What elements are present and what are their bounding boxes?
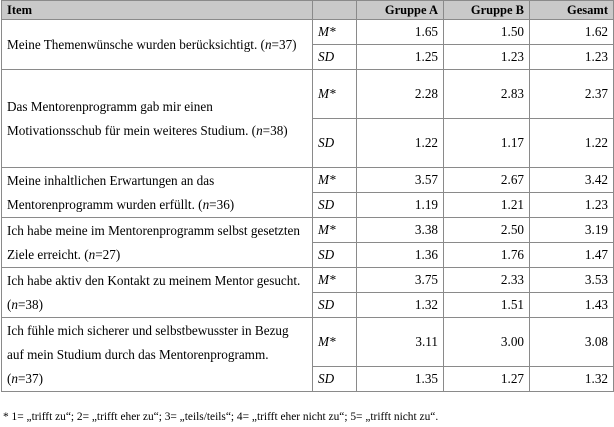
item-statement: Meine inhaltlichen Erwartungen an das Mentorenprogramm wurden erfüllt. [7,172,215,212]
table-row [2,318,614,367]
sd-group-a: 1.32 [357,293,444,318]
mean-total: 1.62 [530,20,614,45]
stat-label-sd: SD [313,193,357,218]
sd-group-a: 1.35 [357,367,444,392]
sd-total: 1.23 [530,45,614,70]
mean-group-b: 2.67 [444,168,530,193]
header-item: Item [2,1,313,20]
stat-label-sd: SD [313,293,357,318]
stat-label-sd: SD [313,119,357,168]
header-stat [313,1,357,20]
mean-group-a: 3.38 [357,218,444,243]
item-statement: Meine Themenwünsche wurden berücksichtigt. [7,36,258,52]
header-total: Gesamt [530,1,614,20]
stat-label-sd: SD [313,367,357,392]
sd-group-b: 1.76 [444,243,530,268]
mean-total: 2.37 [530,70,614,119]
sample-size-value: =38 [18,296,39,312]
item-text: Das Mentorenprogramm gab mir einen Motivationsschub für mein weiteres Studium. (n=38) [2,70,313,168]
stat-label-mean: M* [313,20,357,45]
item-text: Ich habe aktiv den Kontakt zu meinem Mentor gesucht. (n=38) [2,268,313,318]
mean-group-b: 3.00 [444,318,530,367]
sample-size-label: n [11,296,18,312]
item-statement: Ich habe meine im Mentorenprogramm selbst gesetzten Ziele erreicht. [7,222,300,262]
header-group-a: Gruppe A [357,1,444,20]
sd-group-b: 1.27 [444,367,530,392]
item-statement: Ich habe aktiv den Kontakt zu meinem Mentor gesucht. [7,272,301,288]
item-statement: Das Mentorenprogramm gab mir einen Motivationsschub für mein weiteres Studium. [7,98,249,138]
mean-total: 3.19 [530,218,614,243]
stat-label-mean: M* [313,218,357,243]
mean-group-b: 2.83 [444,70,530,119]
sample-size-value: =38 [262,122,284,138]
sd-group-b: 1.51 [444,293,530,318]
table-row [2,20,614,45]
sample-size-label: n [88,246,96,262]
mean-total: 3.53 [530,268,614,293]
item-text: Meine inhaltlichen Erwartungen an das Mentorenprogramm wurden erfüllt. (n=36) [2,168,313,218]
sd-total: 1.32 [530,367,614,392]
item-statement: Ich fühle mich sicherer und selbstbewusster in Bezug auf mein Studium durch das Mentorenprogramm. [7,322,289,362]
mean-group-a: 3.57 [357,168,444,193]
sd-group-b: 1.21 [444,193,530,218]
sample-size-value: =37 [271,36,293,52]
results-table [1,0,614,392]
table-row [2,70,614,119]
stat-label-mean: M* [313,70,357,119]
sample-size-value: =37 [18,370,39,386]
mean-group-b: 1.50 [444,20,530,45]
sd-group-b: 1.17 [444,119,530,168]
sd-group-a: 1.22 [357,119,444,168]
sd-group-a: 1.25 [357,45,444,70]
stat-label-sd: SD [313,45,357,70]
sd-total: 1.43 [530,293,614,318]
item-text: Ich fühle mich sicherer und selbstbewusster in Bezug auf mein Studium durch das Mentorenprogramm. (n=37) [2,318,313,392]
item-text: Ich habe meine im Mentorenprogramm selbst gesetzten Ziele erreicht. (n=27) [2,218,313,268]
table-body [2,20,614,392]
stat-label-mean: M* [313,168,357,193]
mean-group-a: 3.75 [357,268,444,293]
item-text: Meine Themenwünsche wurden berücksichtigt. (n=37) [2,20,313,70]
sd-group-b: 1.23 [444,45,530,70]
table-row [2,268,614,293]
table-row [2,168,614,193]
sd-total: 1.22 [530,119,614,168]
mean-group-a: 3.11 [357,318,444,367]
sample-size-value: =36 [209,196,230,212]
stat-label-mean: M* [313,268,357,293]
sample-size-label: n [202,196,210,212]
table-row [2,218,614,243]
header-row [2,1,614,20]
sample-size-label: n [11,370,18,386]
mean-total: 3.08 [530,318,614,367]
header-group-b: Gruppe B [444,1,530,20]
stat-label-sd: SD [313,243,357,268]
mean-group-a: 1.65 [357,20,444,45]
sd-total: 1.47 [530,243,614,268]
mean-group-b: 2.50 [444,218,530,243]
mean-total: 3.42 [530,168,614,193]
mean-group-a: 2.28 [357,70,444,119]
sd-group-a: 1.36 [357,243,444,268]
sample-size-label: n [256,122,263,138]
sample-size-value: =27 [95,246,116,262]
mean-group-b: 2.33 [444,268,530,293]
footnote: * 1= „trifft zu“; 2= „trifft eher zu“; 3= „teils/teils“; 4= „trifft eher nicht zu“; 5= „trifft nicht zu“. [3,411,439,423]
sample-size-label: n [264,36,272,52]
sd-group-a: 1.19 [357,193,444,218]
sd-total: 1.23 [530,193,614,218]
stat-label-mean: M* [313,318,357,367]
